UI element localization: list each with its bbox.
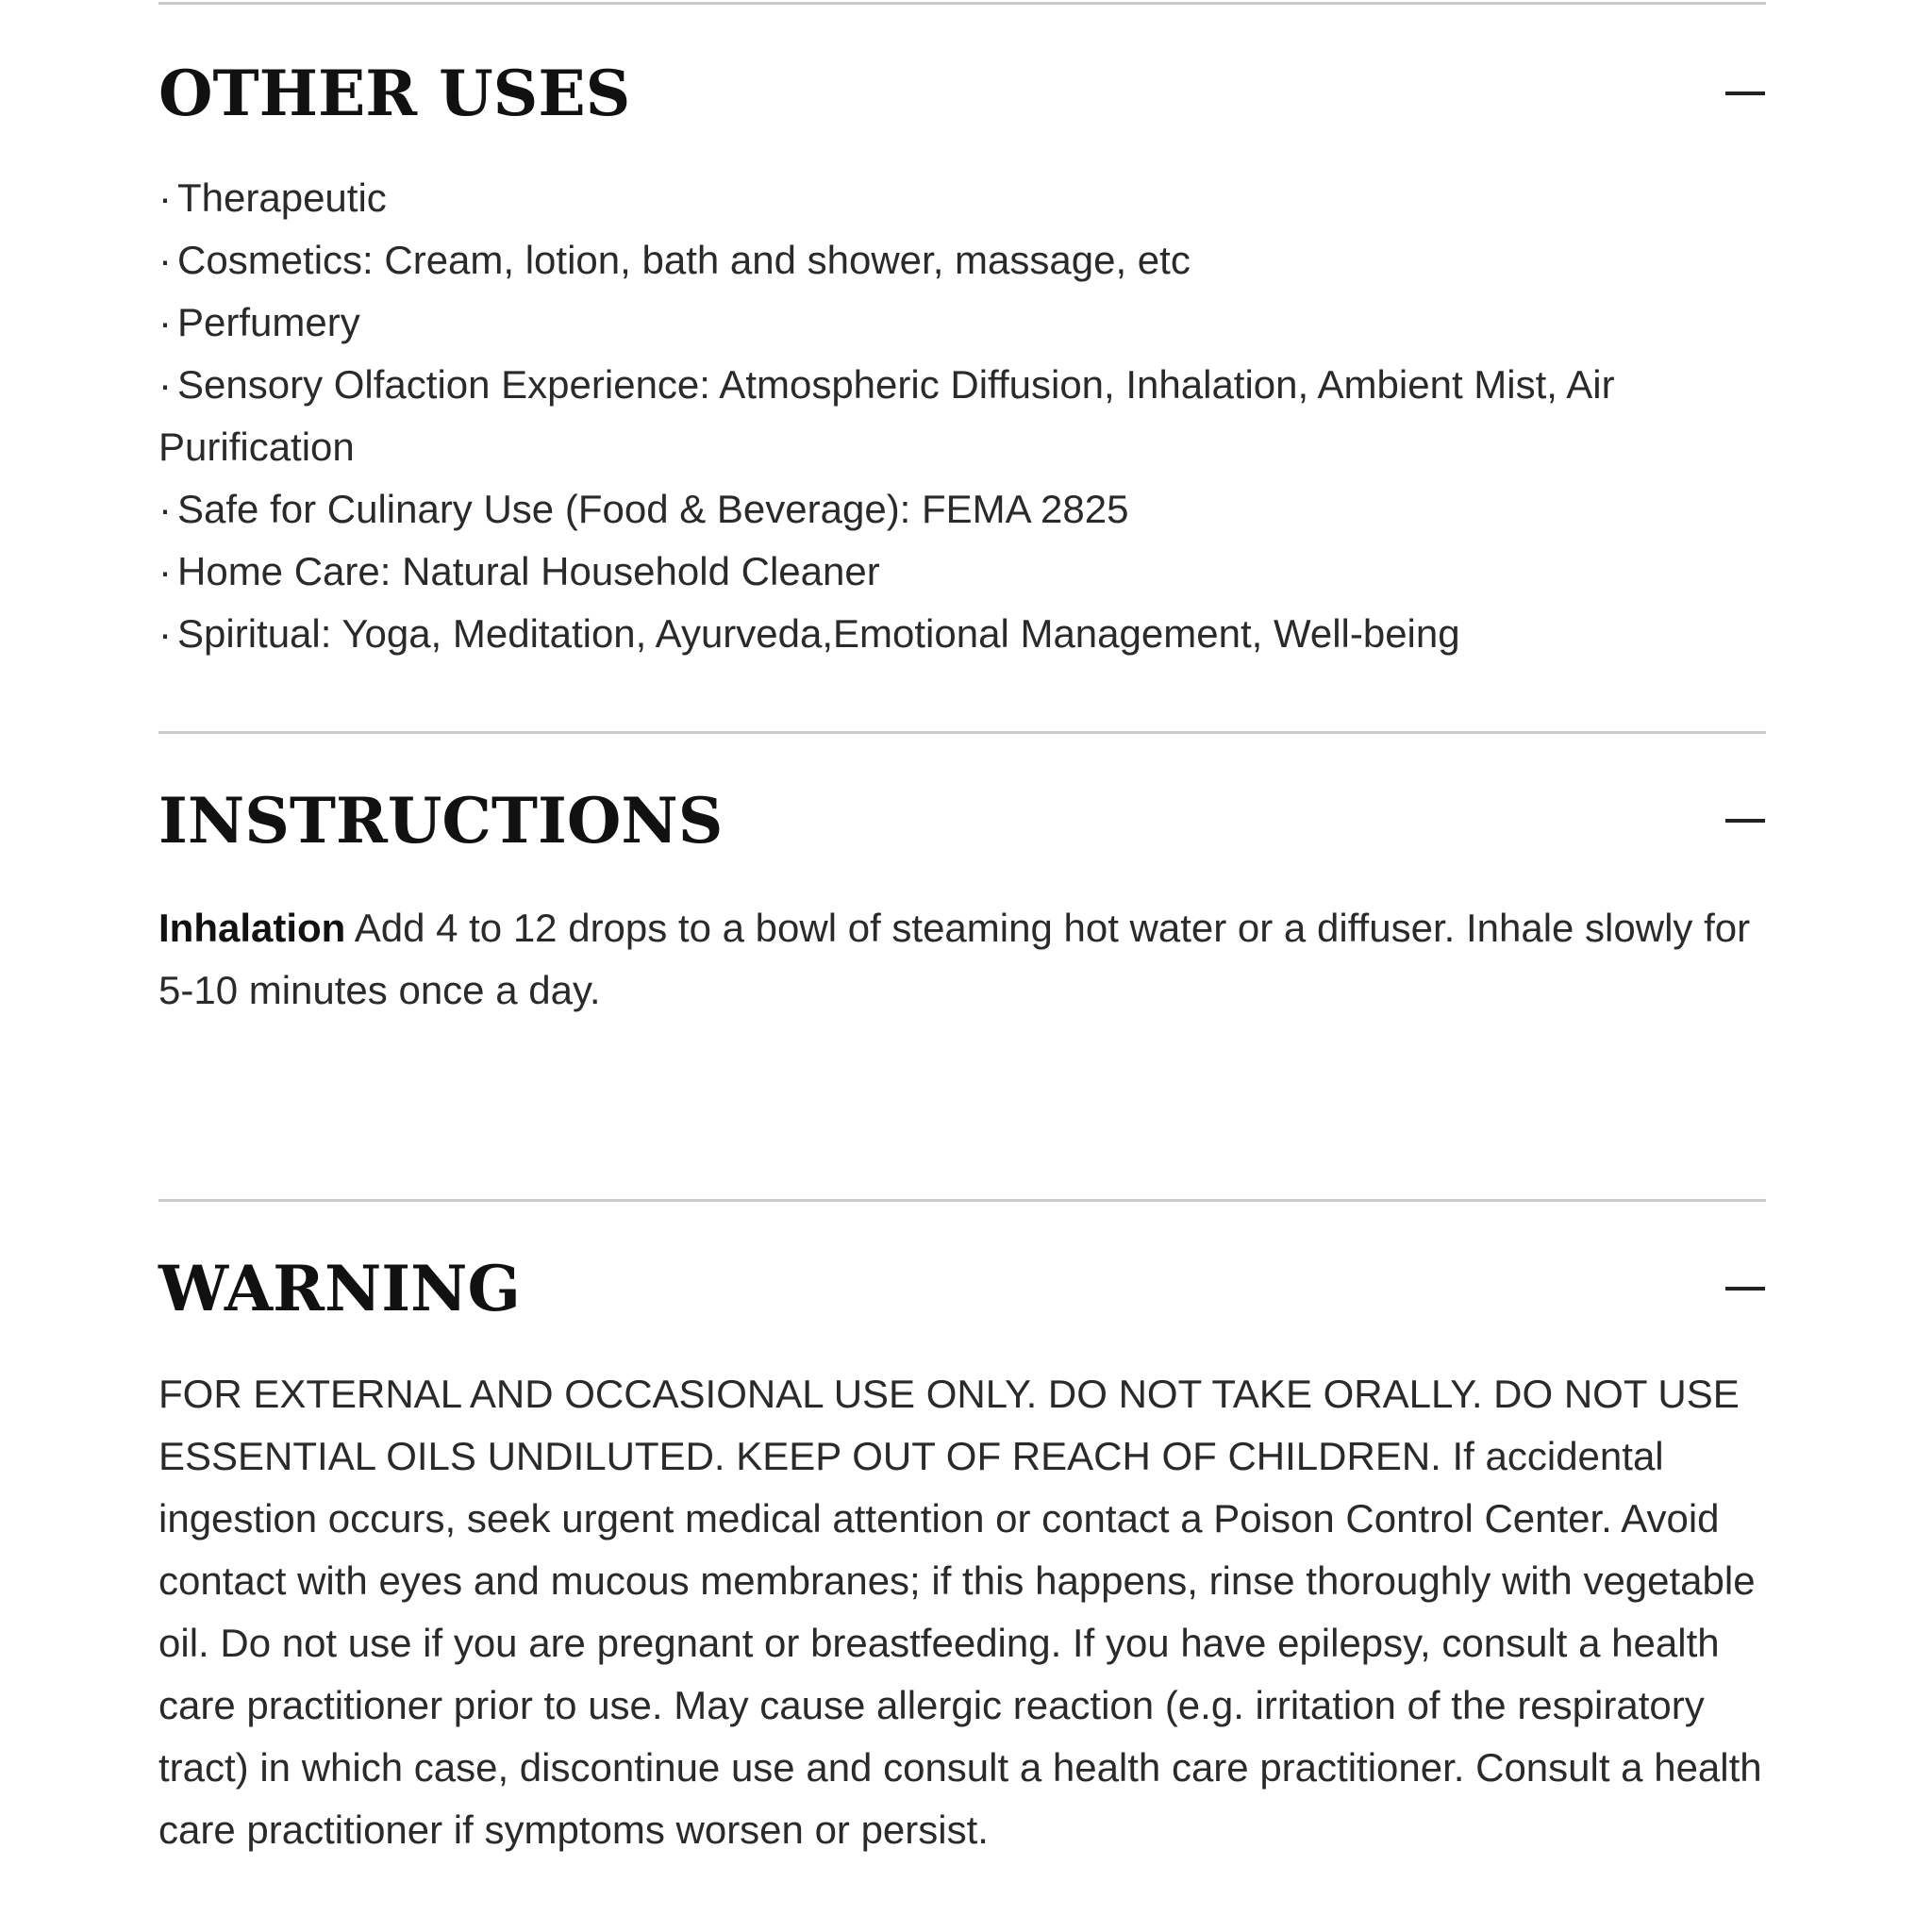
list-item: · Cosmetics: Cream, lotion, bath and shower, massage, etc	[158, 238, 1191, 282]
list-item: · Home Care: Natural Household Cleaner	[158, 549, 880, 593]
warning-title: WARNING	[158, 1252, 521, 1325]
instructions-title: INSTRUCTIONS	[158, 784, 724, 858]
warning-section	[158, 1251, 1766, 1861]
list-item: · Perfumery	[158, 300, 360, 344]
instructions-text	[158, 897, 1766, 1022]
instructions-body: Add 4 to 12 drops to a bowl of steaming hot water or a diffuser. Inhale slowly for 5-10 minutes once a day.	[158, 906, 1751, 1012]
instructions-header[interactable]	[158, 783, 1766, 858]
warning-text: FOR EXTERNAL AND OCCASIONAL USE ONLY. DO NOT TAKE ORALLY. DO NOT USE ESSENTIAL OILS UNDILUTED. KEEP OUT OF REACH OF CHILDREN. If accidental ingestion occurs, seek urgent medical attention or contact a Poison Control Center. Avoid contact with eyes and mucous membranes; if this happens, rinse thoroughly with vegetable oil. Do not use if you are pregnant or breastfeeding. If you have epilepsy, consult a health care practitioner prior to use. May cause allergic reaction (e.g. irritation of the respiratory tract) in which case, discontinue use and consult a health care practitioner. Consult a health care practitioner if symptoms worsen or persist.	[158, 1372, 1762, 1852]
list-item: · Therapeutic	[158, 175, 387, 220]
minus-icon[interactable]	[1724, 73, 1766, 114]
warning-header[interactable]	[158, 1251, 1766, 1326]
other-uses-header[interactable]	[158, 56, 1766, 131]
accordion	[158, 0, 1766, 1861]
divider	[158, 731, 1766, 734]
list-item: · Sensory Olfaction Experience: Atmospheric Diffusion, Inhalation, Ambient Mist, Air Purification	[158, 362, 1615, 469]
other-uses-section	[158, 56, 1766, 665]
minus-icon[interactable]	[1724, 1268, 1766, 1309]
other-uses-title: OTHER USES	[158, 57, 631, 130]
list-item: · Safe for Culinary Use (Food & Beverage): FEMA 2825	[158, 487, 1129, 531]
minus-icon[interactable]	[1724, 800, 1766, 841]
instructions-section	[158, 783, 1766, 1022]
divider	[158, 2, 1766, 5]
instructions-lead: Inhalation	[158, 906, 346, 950]
list-item: · Spiritual: Yoga, Meditation, Ayurveda,Emotional Management, Well-being	[158, 611, 1460, 656]
other-uses-list	[158, 167, 1766, 665]
divider	[158, 1199, 1766, 1202]
